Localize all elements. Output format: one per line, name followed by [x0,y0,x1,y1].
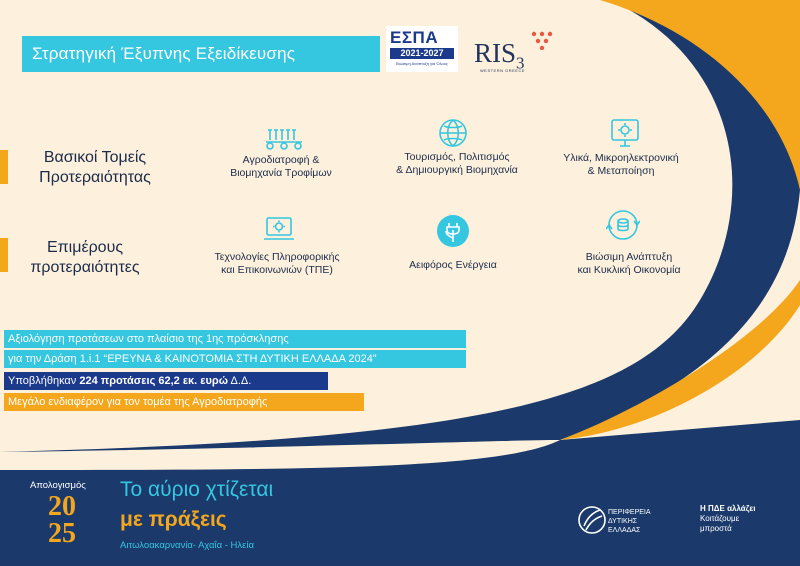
recycle-icon [606,208,640,242]
espa-logo-name: ΕΣΠΑ [390,28,439,47]
ris-logo-subtitle: WESTERN GREECE [480,68,526,73]
pde-emblem-icon [578,502,606,538]
slogan-line-2: με πράξεις [120,508,227,531]
year-2025: 20 25 [48,491,76,549]
priority-energy: Αειφόρος Ενέργεια [409,259,497,271]
priority-ict: Τεχνολογίες Πληροφορικής και Επικοινωνιών (ΤΠΕ) [214,251,340,276]
globe-icon [436,116,470,150]
espa-logo-years: 2021-2027 [390,48,454,59]
change-logo-text: Η ΠΔΕ αλλάζει Κοιτάζουμε μπροστά [700,504,756,533]
agrifood-icon [262,118,306,152]
regions-text: Αιτωλοακαρνανία- Αχαΐα - Ηλεία [120,540,254,551]
priority-materials: Υλικά, Μικροηλεκτρονική & Μεταποίηση [563,152,679,177]
slogan-line-1: Το αύριο χτίζεται [120,478,274,501]
ris-logo-dots-icon [530,30,556,50]
ris3-logo [474,30,558,74]
apologismos-label: Απολογισμός [30,480,86,491]
accent-bar [0,238,8,272]
microelectronics-icon [608,116,642,150]
accent-bar [0,150,8,184]
info-line-4: Μεγάλο ενδιαφέρον για τον τομέα της Αγροδιατροφής [4,393,364,411]
priority-agrifood: Αγροδιατροφή & Βιομηχανία Τροφίμων [230,154,332,179]
espa-logo [386,26,458,72]
laptop-gear-icon [262,212,296,246]
info-line-3: Υποβλήθηκαν 224 προτάσεις 62,2 εκ. ευρώ Δ.Δ. [4,372,328,390]
info-line-1: Αξιολόγηση προτάσεων στο πλαίσιο της 1ης πρόσκλησης [4,330,466,348]
priority-circular-economy: Βιώσιμη Ανάπτυξη και Κυκλική Οικονομία [577,251,681,276]
espa-logo-tagline: Βιώσιμη Ανάπτυξη για Όλους [396,61,448,66]
plant-plug-icon [436,214,470,248]
priority-tourism: Τουρισμός, Πολιτισμός & Δημιουργική Βιομηχανία [396,151,518,176]
info-line-2: για την Δράση 1.i.1 “ΕΡΕΥΝΑ & ΚΑΙΝΟΤΟΜΙΑ ΣΤΗ ΔΥΤΙΚΗ ΕΛΛΑΔΑ 2024” [4,350,466,368]
page-title: Στρατηγική Έξυπνης Εξειδίκευσης [22,36,380,72]
sub-priorities-label: Επιμέρους προτεραιότητες [30,239,140,276]
ris-logo-text: $RIS_3$ [474,38,525,73]
main-priorities-label: Βασικοί Τομείς Προτεραιότητας [39,149,151,186]
pde-logo-text: ΠΕΡΙΦΕΡΕΙΑ ΔΥΤΙΚΗΣ ΕΛΛΑΔΑΣ [608,509,651,534]
